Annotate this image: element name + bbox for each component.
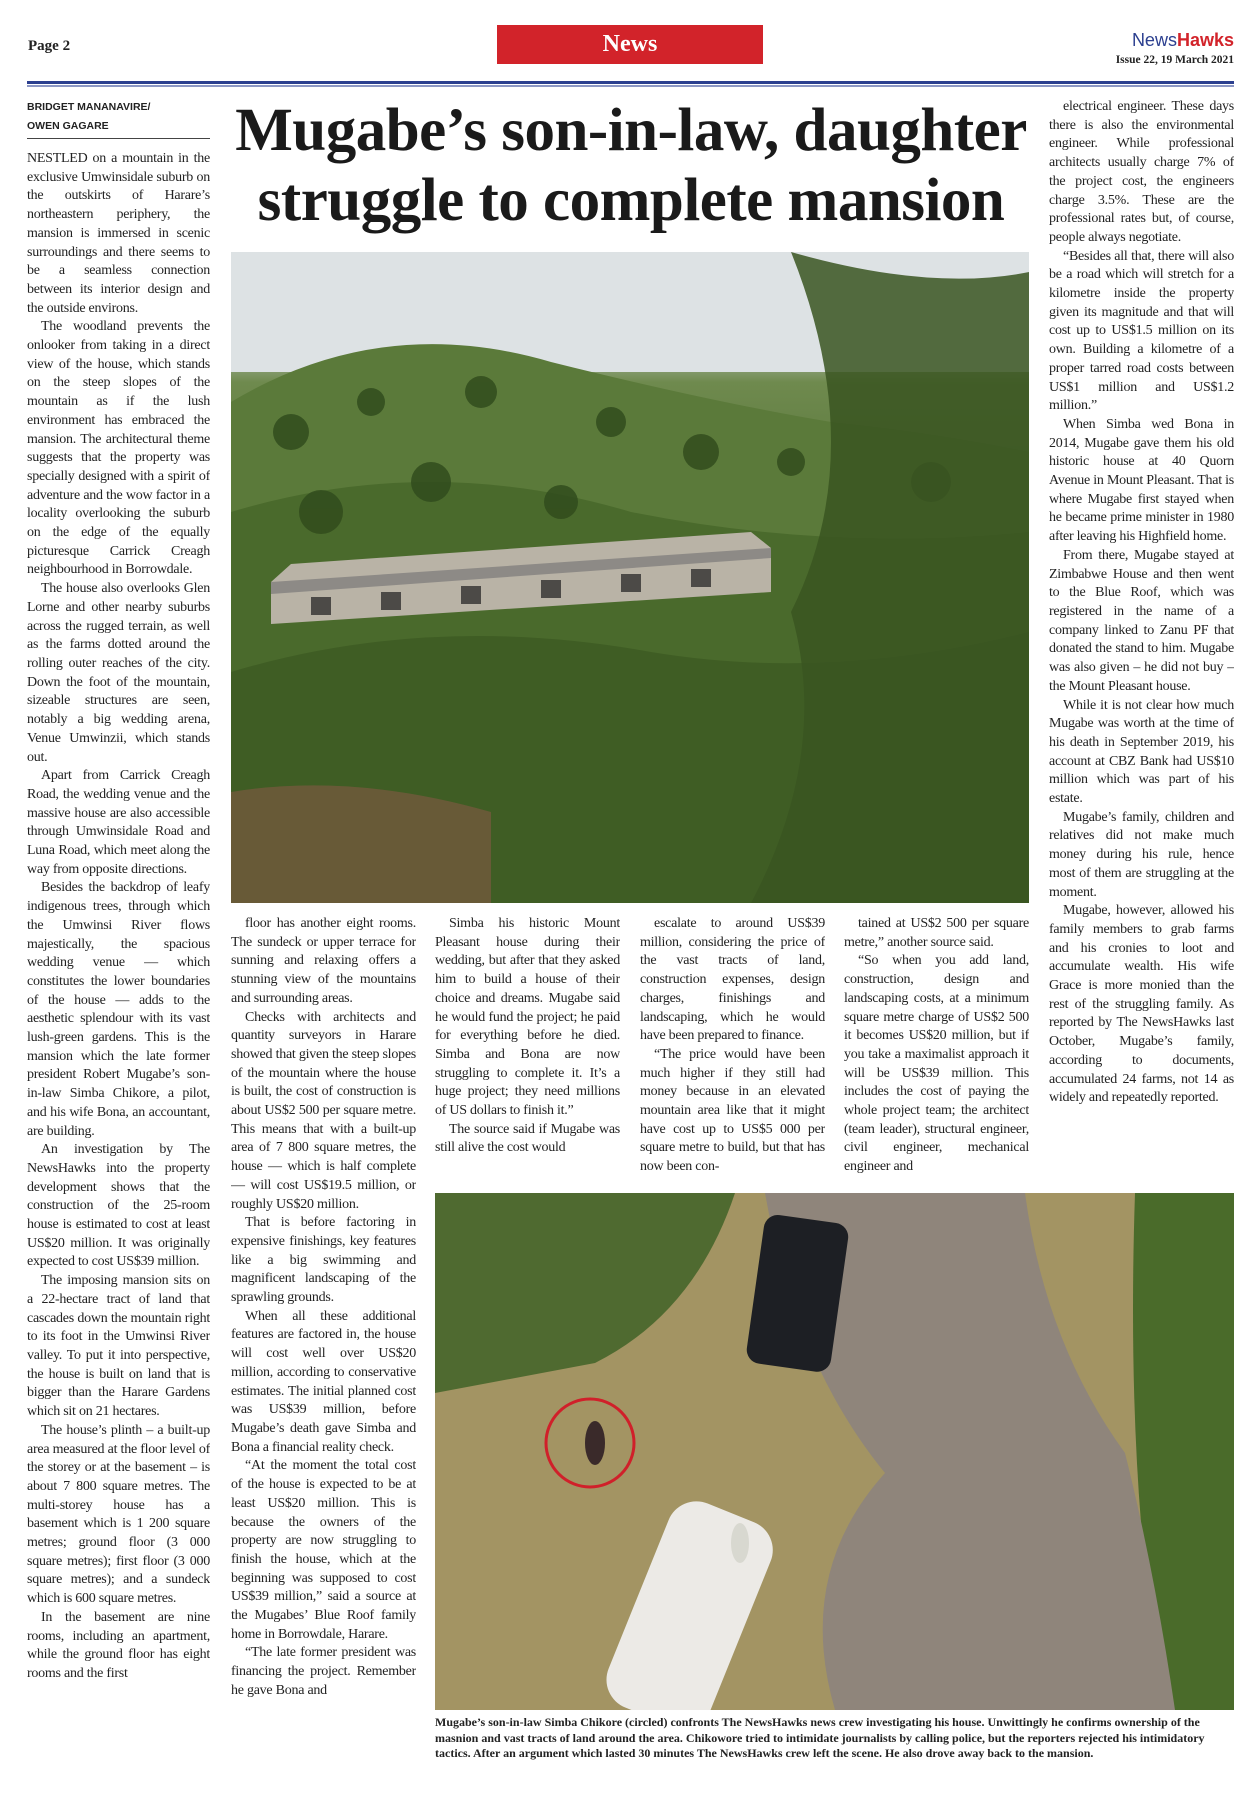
issue-date: Issue 22, 19 March 2021: [1115, 54, 1234, 66]
article-column-6: [1049, 98, 1234, 1180]
article-paragraph: “So when you add land, construction, design and landscaping costs, at a minimum square metre charge of US$2 500 it becomes US$20 million, but if you take a maximalist approach it will be US$39 million. This includes the cost of paying the whole project team; the architect (team leader), structural engineer, civil engineer, mechanical engineer and: [844, 953, 1029, 1175]
article-paragraph: Besides the backdrop of leafy indigenous trees, through which the Umwinsi River flows majestically, the spacious wedding venue — which constitutes the lower boundaries of the house — adds to the aesthetic splendour with its vast lush-green gardens. This is the mansion which the late former president Robert Mugabe’s son-in-law Simba Chikore, a pilot, and his wife Bona, an accountant, are building.: [27, 880, 210, 1139]
byline-author-2: OWEN GAGARE: [27, 120, 109, 132]
article-paragraph: Apart from Carrick Creagh Road, the wedding venue and the massive house are also accessible through Umwinsidale Road and Luna Road, which meet along the way from opposite directions.: [27, 768, 210, 877]
article-paragraph: The house also overlooks Glen Lorne and other nearby suburbs across the rugged terrain, as well as the farms dotted around the rolling outer reaches of the city. Down the foot of the mountain, sizeable structures are seen, notably a big wedding arena, Venue Umwinzii, which stands out.: [27, 581, 210, 765]
section-banner: [497, 25, 763, 64]
article-paragraph: tained at US$2 500 per square metre,” another source said.: [844, 916, 1029, 950]
byline: [27, 98, 210, 139]
article-paragraph: The house’s plinth – a built-up area measured at the floor level of the storey or at the basement – is about 7 800 square metres. The multi-storey house has a basement which is 1 200 square metres; ground floor (3 000 square metres); first floor (3 000 square metres); and a sundeck which is 600 square metres.: [27, 1422, 210, 1607]
byline-author-1: BRIDGET MANANAVIRE/: [27, 101, 151, 113]
article-paragraph: The imposing mansion sits on a 22-hectare tract of land that cascades down the mountain right to its foot in the Umwinsi River valley. To put it into perspective, the house is built on land that is bigger than the Harare Gardens which sit on 21 hectares.: [27, 1273, 210, 1420]
article-paragraph: From there, Mugabe stayed at Zimbabwe House and then went to the Blue Roof, which was registered in the name of a company linked to Zanu PF that donated the stand to him. Mugabe was also given – he did not buy – the Mount Pleasant house.: [1049, 547, 1234, 694]
article-column-4: [640, 915, 825, 1180]
aerial-driveway-image: [435, 1193, 1234, 1710]
article-paragraph: While it is not clear how much Mugabe was worth at the time of his death in September 2019, his account at CBZ Bank had US$10 million which was part of his estate.: [1049, 697, 1234, 807]
photo-caption: Mugabe’s son-in-law Simba Chikore (circled) confronts The NewsHawks news crew investigating his house. Unwittingly he confirms ownership of the masnion and vast tracts of land around the area. Chikowore tried to intimidate journalists by calling police, but the reporters rejected his intimidatory tactics. After an argument which lasted 30 minutes The NewsHawks crew left the scene. He also drove away back to the mansion.: [435, 1715, 1205, 1760]
page-number: Page 2: [28, 38, 71, 54]
article-paragraph: Mugabe’s family, children and relatives did not make much money during his rule, hence most of them are struggling at the moment.: [1049, 809, 1234, 900]
article-column-2: [231, 915, 416, 1782]
article-paragraph: That is before factoring in expensive finishings, key features like a big swimming and magnificent landscaping of the sprawling grounds.: [231, 1215, 416, 1306]
article-paragraph: “Besides all that, there will also be a road which will stretch for a kilometre inside the property given its magnitude and that will cost up to US$1.5 million on its own. Building a kilometre of a proper tarred road costs between US$1 million and US$1.2 million.”: [1049, 248, 1234, 414]
article-paragraph: The source said if Mugabe was still alive the cost would: [435, 1121, 620, 1156]
brand-part-2: Hawks: [1176, 30, 1234, 50]
article-paragraph: “The price would have been much higher if they still had money because in an elevated mountain area like that it might have cost up to US$5 000 per square metre to build, but that has now been con-: [640, 1046, 825, 1175]
article-column-1: [27, 150, 210, 1782]
article-paragraph: Simba his historic Mount Pleasant house during their wedding, but after that they asked him to build a house of their choice and dreams. Mugabe said he would fund the project; he paid for everything before he died. Simba and Bona are now struggling to complete it. It’s a huge project; they need millions of US dollars to finish it.”: [435, 916, 620, 1119]
headline: Mugabe’s son-in-law, daughter struggle to complete mansion: [235, 97, 1027, 234]
article-paragraph: floor has another eight rooms. The sundeck or upper terrace for sunning and relaxing offers a stunning view of the mountains and surrounding areas.: [231, 916, 416, 1006]
article-paragraph: NESTLED on a mountain in the exclusive Umwinsidale suburb on the outskirts of Harare’s northeastern periphery, the mansion is immersed in scenic surroundings and there seems to be a seamless connection between its interior design and the outside environs.: [27, 151, 210, 316]
aerial-confrontation-photo: [435, 1193, 1234, 1710]
article-paragraph: When all these additional features are factored in, the house will cost well over US$20 million, according to conservative estimates. The initial planned cost was US$39 million, before Mugabe’s death gave Simba and Bona a financial reality check.: [231, 1308, 416, 1455]
masthead-logo: [1132, 30, 1234, 51]
article-paragraph: escalate to around US$39 million, considering the price of the vast tracts of land, construction expenses, design charges, finishings and landscaping, which he would have been prepared to finance.: [640, 916, 825, 1044]
article-paragraph: An investigation by The NewsHawks into the property development shows that the construction of the 25-room house is estimated to cost at least US$20 million. It was originally expected to cost US$39 million.: [27, 1142, 210, 1270]
section-label: News: [602, 31, 658, 57]
article-paragraph: In the basement are nine rooms, including an apartment, while the ground floor has eight rooms and the first: [27, 1609, 210, 1681]
article-paragraph: When Simba wed Bona in 2014, Mugabe gave them his old historic house at 40 Quorn Avenue in Mount Pleasant. That is where Mugabe first stayed when he became prime minister in 1980 after leaving his Highfield home.: [1049, 416, 1234, 545]
mansion-photo: [231, 252, 1029, 903]
header-divider: [27, 81, 1234, 85]
article-paragraph: Mugabe, however, allowed his family members to grab farms and his cronies to loot and accumulate wealth. His wife Grace is more monied than the rest of the struggling family. As reported by The NewsHawks last October, Mugabe’s family, according to documents, accumulated 24 farms, not 14 as widely and repeatedly reported.: [1049, 903, 1234, 1106]
article-paragraph: “The late former president was financing the project. Remember he gave Bona and: [231, 1645, 416, 1698]
article-column-5: [844, 915, 1029, 1180]
article-paragraph: Checks with architects and quantity surveyors in Harare showed that given the steep slopes of the mountain where the house is built, the cost of construction is about US$2 500 per square metre. This means that with a built-up area of 7 800 square metres, the house — which is half complete — will cost US$19.5 million, or roughly US$20 million.: [231, 1009, 416, 1212]
brand-part-1: News: [1131, 30, 1177, 50]
article-paragraph: electrical engineer. These days there is also the environmental engineer. While professional architects usually charge 7% of the project cost, the engineers charge 3.5%. These are the professional rates but, of course, people always negotiate.: [1049, 99, 1234, 245]
mansion-hillside-image: [231, 252, 1029, 903]
article-column-3: [435, 915, 620, 1180]
article-paragraph: The woodland prevents the onlooker from taking in a direct view of the house, which stands on the steep slopes of the mountain as if the lush environment has embraced the mansion. The architectural theme suggests that the property was specially designed with a spirit of adventure and the wow factor in a locality overlooking the suburb on the edge of the equally picturesque Carrick Creagh neighbourhood in Borrowdale.: [27, 319, 210, 578]
article-paragraph: “At the moment the total cost of the house is expected to be at least US$20 million. This is because the owners of the property are now struggling to finish the house, which at the beginning was supposed to cost US$39 million,” said a source at the Mugabes’ Blue Roof family home in Borrowdale, Harare.: [231, 1458, 416, 1642]
